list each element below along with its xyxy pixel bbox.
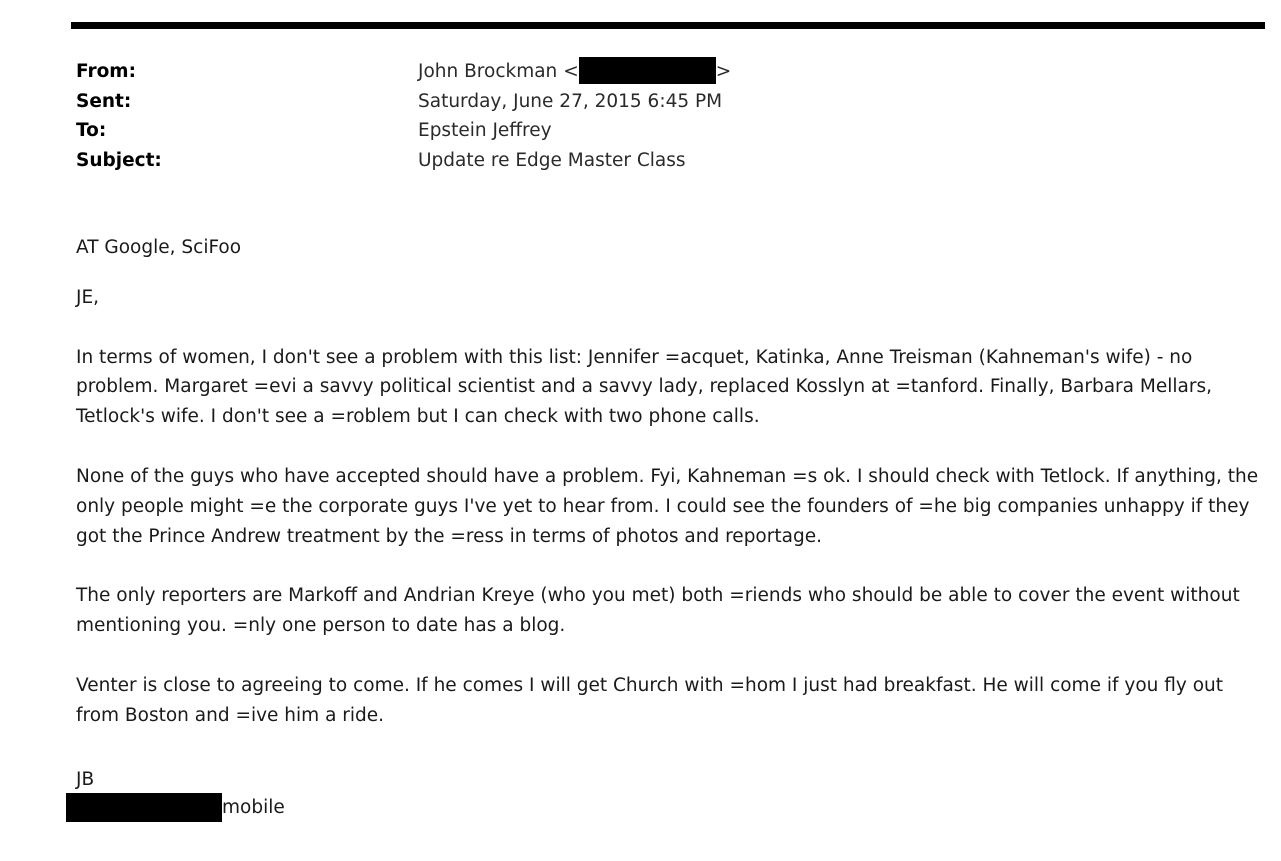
redacted-email (579, 57, 716, 84)
body-paragraph-3: In terms of women, I don't see a problem with this list: Jennifer =acquet, Katinka, Anne Treisman (Kahneman's wife) - no problem. Margaret =evi a savvy political scientist and a savvy lady, replaced Kosslyn at =tanford. Finally, Barbara Mellars, Tetlock's wife. I don't see a =roblem but I can check with two phone calls. (76, 346, 1212, 428)
redacted-phone-number (66, 793, 222, 822)
email-open-bracket: < (563, 61, 579, 82)
sent-label: Sent: (76, 90, 132, 112)
from-value (418, 57, 731, 87)
signature-mobile-line (66, 793, 285, 822)
sender-name: John Brockman (418, 61, 558, 82)
from-label: From: (76, 61, 136, 82)
subject-label: Subject: (76, 149, 162, 171)
to-label: To: (76, 120, 107, 141)
body-paragraph-2: JE, (76, 286, 100, 308)
email-body (76, 233, 1271, 731)
sent-value: Saturday, June 27, 2015 6:45 PM (418, 90, 723, 112)
body-paragraph-5: The only reporters are Markoff and Andrian Kreye (who you met) both =riends who should be able to cover the event without mentioning you. =nly one person to date has a blog. (76, 585, 1240, 637)
mobile-label: mobile (222, 797, 285, 818)
email-close-bracket: > (715, 61, 732, 82)
body-paragraph-6: Venter is close to agreeing to come. If he comes I will get Church with =hom I just had breakfast. He will come if you fly out from Boston and =ive him a ride. (76, 674, 1224, 726)
body-paragraph-4: None of the guys who have accepted should have a problem. Fyi, Kahneman =s ok. I should check with Tetlock. If anything, the only people might =e the corporate guys I've yet to hear from. I could see the founders of =he big companies unhappy if they got the Prince Andrew treatment by the =ress in terms of photos and reportage. (76, 465, 1259, 547)
subject-value: Update re Edge Master Class (418, 149, 686, 171)
to-value: Epstein Jeffrey (418, 120, 552, 141)
body-paragraph-1: AT Google, SciFoo (76, 237, 242, 258)
top-divider-rule (71, 22, 1265, 29)
signature-initials: JB (76, 769, 95, 790)
